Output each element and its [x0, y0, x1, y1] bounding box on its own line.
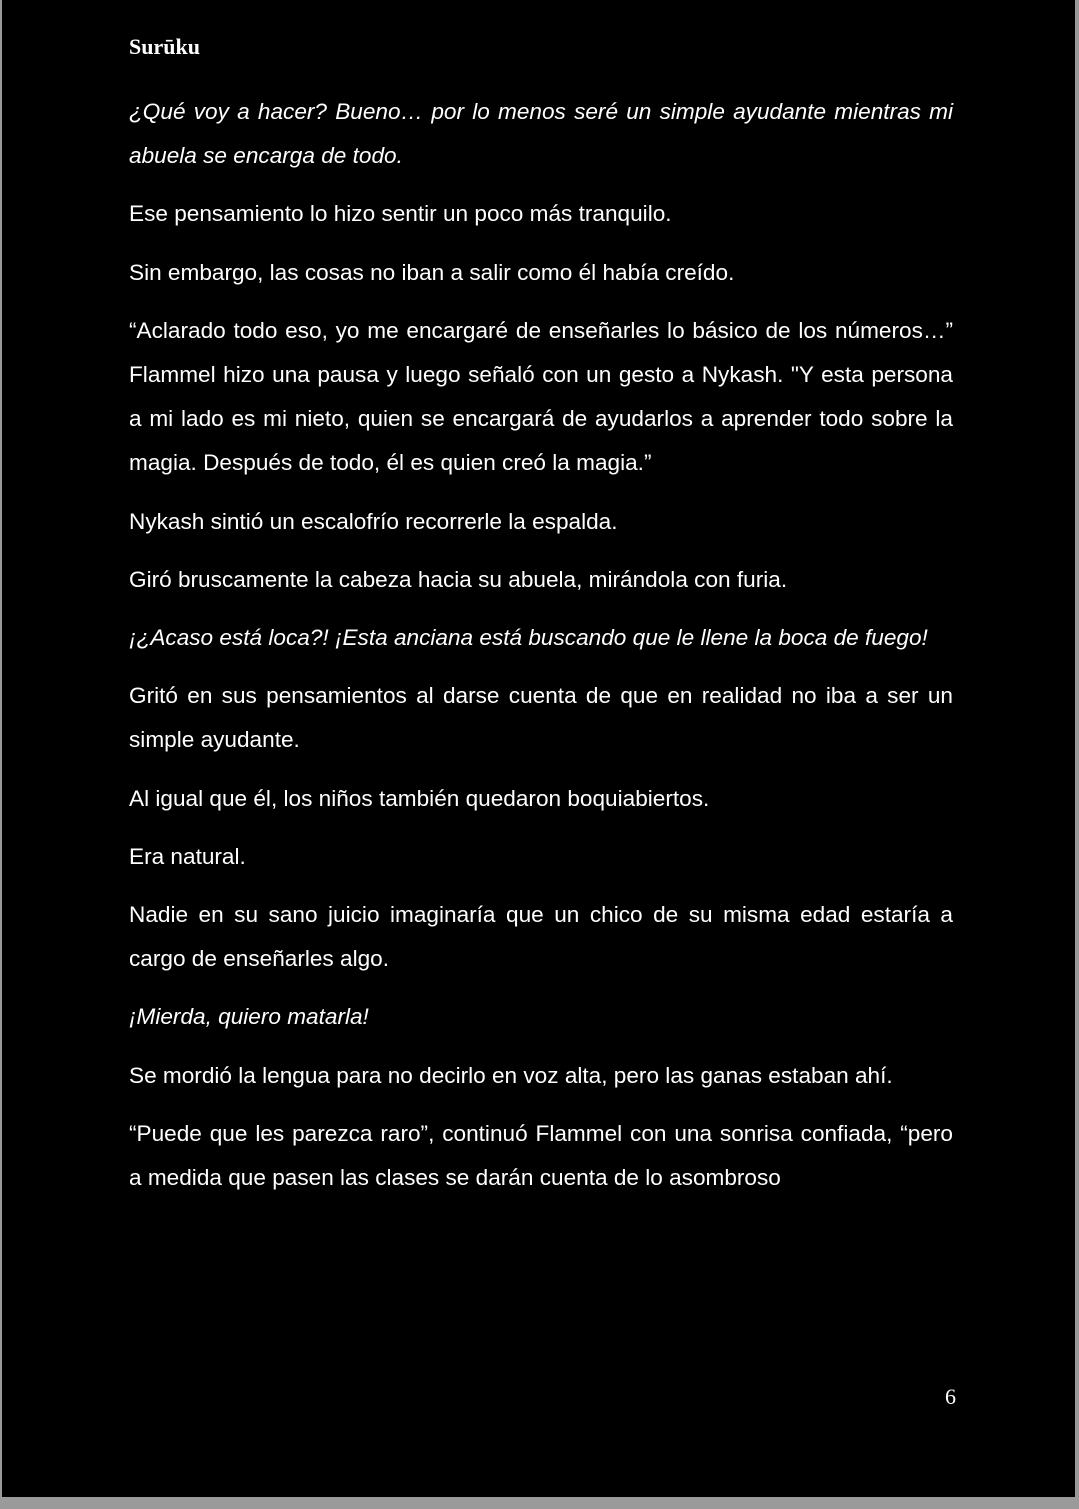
paragraph: Sin embargo, las cosas no iban a salir como él había creído. [129, 259, 735, 285]
paragraph: “Puede que les parezca raro”, continuó Flammel con una sonrisa confiada, “pero a medida que pasen las clases se darán cuenta de lo asombroso [129, 1120, 953, 1191]
paragraph: Gritó en sus pensamientos al darse cuenta de que en realidad no iba a ser un simple ayudante. [129, 683, 953, 753]
running-header: Surūku [129, 34, 200, 59]
paragraph: Giró bruscamente la cabeza hacia su abuela, mirándola con furia. [129, 566, 788, 592]
paragraph: ¡Mierda, quiero matarla! [129, 1004, 369, 1030]
paragraph: ¡¿Acaso está loca?! ¡Esta anciana está buscando que le llene la boca de fuego! [129, 625, 928, 651]
paragraph: Al igual que él, los niños también quedaron boquiabiertos. [129, 785, 710, 811]
paragraph: ¿Qué voy a hacer? Bueno… por lo menos seré un simple ayudante mientras mi abuela se encarga de todo. [129, 99, 953, 169]
paragraph: Nadie en su sano juicio imaginaría que un chico de su misma edad estaría a cargo de enseñarles algo. [129, 902, 953, 972]
paragraph: Era natural. [129, 843, 246, 869]
body-text [129, 90, 953, 1214]
document-page [2, 0, 1075, 1497]
paragraph: Se mordió la lengua para no decirlo en voz alta, pero las ganas estaban ahí. [129, 1062, 893, 1088]
page-number: 6 [945, 1384, 956, 1409]
paragraph: “Aclarado todo eso, yo me encargaré de enseñarles lo básico de los números…” Flammel hizo una pausa y luego señaló con un gesto a Nykash. "Y esta persona a mi lado es mi nieto, quien se encargará de ayudarlos a aprender todo sobre la magia. Después de todo, él es quien creó la magia.” [129, 317, 953, 476]
paragraph: Nykash sintió un escalofrío recorrerle la espalda. [129, 508, 618, 534]
paragraph: Ese pensamiento lo hizo sentir un poco más tranquilo. [129, 201, 672, 227]
